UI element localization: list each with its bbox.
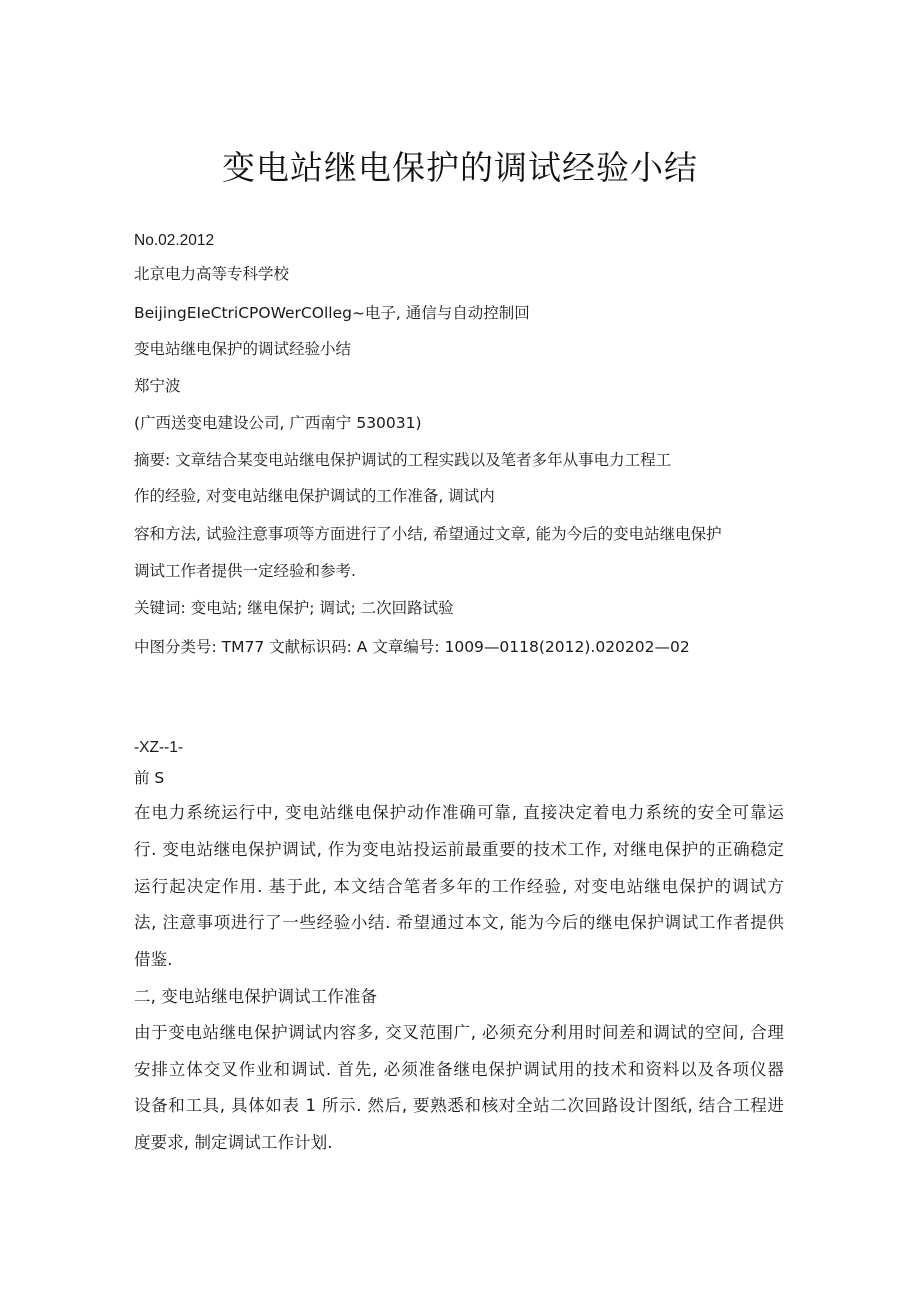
journal-line: BeijingEIeCtriCPOWerCOlleg~电子, 通信与自动控制回 bbox=[134, 304, 530, 322]
foreword-line-3: 运行起决定作用. 基于此, 本文结合笔者多年的工作经验, 对变电站继电保护的调试方 bbox=[134, 877, 784, 896]
section-2-line-3: 设备和工具, 具体如表 1 所示. 然后, 要熟悉和核对全站二次回路设计图纸, 结合工程进 bbox=[134, 1096, 784, 1115]
foreword-line-4: 法, 注意事项进行了一些经验小结. 希望通过本文, 能为今后的继电保护调试工作者提供 bbox=[134, 913, 784, 932]
author-affiliation: (广西送变电建设公司, 广西南宁 530031) bbox=[134, 414, 422, 432]
section-2-heading: 二, 变电站继电保护调试工作准备 bbox=[134, 987, 378, 1006]
section-2-line-2: 安排立体交叉作业和调试. 首先, 必须准备继电保护调试用的技术和资料以及各项仪器 bbox=[134, 1060, 784, 1079]
issue-number: No.02.2012 bbox=[134, 232, 215, 249]
foreword-line-2: 行. 变电站继电保护调试, 作为变电站投运前最重要的技术工作, 对继电保护的正确稳定 bbox=[134, 840, 784, 859]
classification-line: 中图分类号: TM77 文献标识码: A 文章编号: 1009—0118(2012).020202—02 bbox=[134, 638, 690, 656]
document-title: 变电站继电保护的调试经验小结 bbox=[222, 148, 698, 187]
abstract-line-4: 调试工作者提供一定经验和参考. bbox=[134, 562, 356, 580]
article-title: 变电站继电保护的调试经验小结 bbox=[134, 340, 352, 358]
section-2-line-1: 由于变电站继电保护调试内容多, 交叉范围广, 必须充分利用时间差和调试的空间, 合理 bbox=[134, 1023, 784, 1042]
keywords: 关键词: 变电站; 继电保护; 调试; 二次回路试验 bbox=[134, 599, 454, 617]
author-name: 郑宁波 bbox=[134, 377, 181, 395]
institution: 北京电力高等专科学校 bbox=[134, 265, 290, 283]
foreword-heading: 前 S bbox=[134, 769, 165, 787]
page-marker: -XZ--1- bbox=[134, 739, 184, 756]
foreword-line-1: 在电力系统运行中, 变电站继电保护动作准确可靠, 直接决定着电力系统的安全可靠运 bbox=[134, 803, 784, 822]
foreword-line-5: 借鉴. bbox=[134, 950, 173, 969]
abstract-line-2: 作的经验, 对变电站继电保护调试的工作准备, 调试内 bbox=[134, 487, 495, 505]
section-2-line-4: 度要求, 制定调试工作计划. bbox=[134, 1133, 333, 1152]
abstract-line-3: 容和方法, 试验注意事项等方面进行了小结, 希望通过文章, 能为今后的变电站继电保护 bbox=[134, 525, 722, 543]
abstract-line-1: 摘要: 文章结合某变电站继电保护调试的工程实践以及笔者多年从事电力工程工 bbox=[134, 451, 672, 469]
